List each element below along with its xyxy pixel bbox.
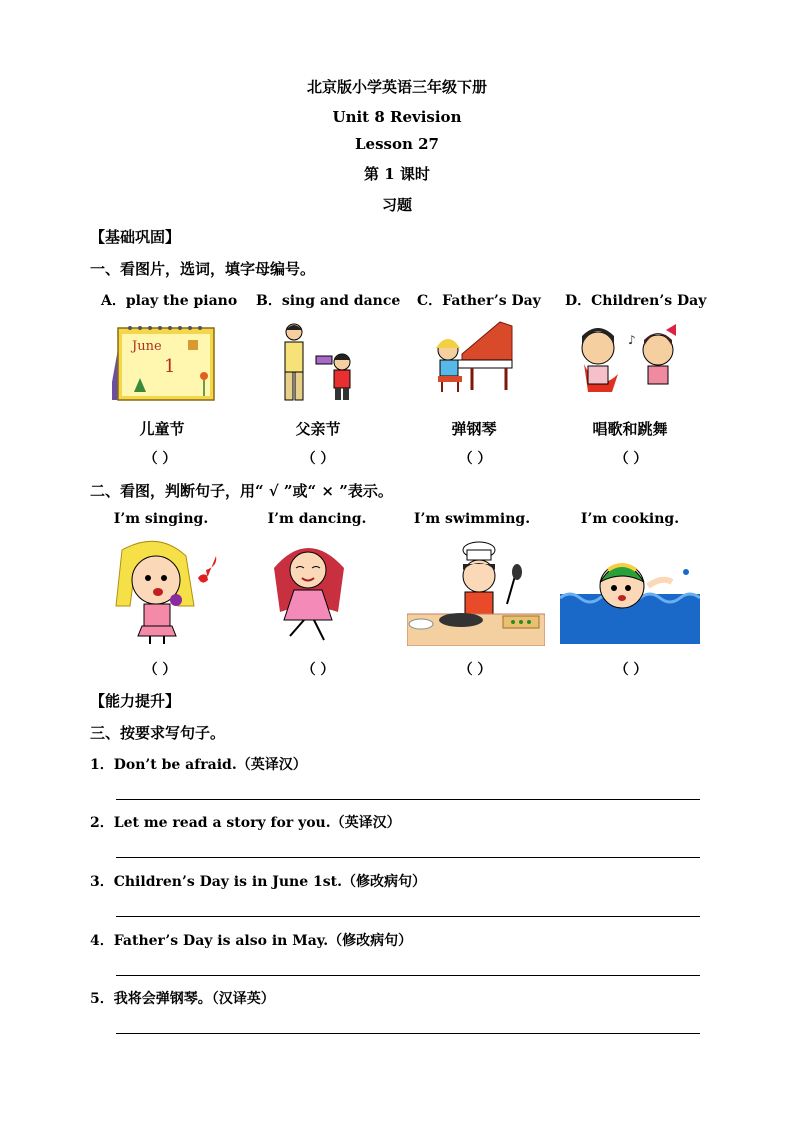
lesson-title: Lesson 27	[355, 135, 439, 153]
period-title: 第 1 课时	[364, 165, 430, 183]
answer-line-2[interactable]	[116, 857, 700, 858]
answer-line-5[interactable]	[116, 1033, 700, 1034]
question-2: 2．Let me read a story for you.（英译汉）	[90, 815, 401, 831]
option-b: B．sing and dance	[256, 293, 401, 309]
answer-blank-2[interactable]: （ ）	[301, 451, 335, 467]
sentence-singing: I’m singing.	[113, 511, 209, 527]
worksheet-title: 北京版小学英语三年级下册	[306, 78, 487, 96]
answer-blank-3[interactable]: （ ）	[458, 451, 492, 467]
answer-blank-8[interactable]: （ ）	[614, 662, 648, 678]
answer-blank-5[interactable]: （ ）	[143, 662, 177, 678]
question-1: 1．Don’t be afraid.（英译汉）	[90, 757, 307, 773]
label-fathers-day: 父亲节	[295, 420, 341, 438]
question-5: 5．我将会弹钢琴。（汉译英）	[90, 991, 275, 1007]
option-d: D．Children’s Day	[565, 293, 707, 309]
boy-cooking-image	[407, 540, 545, 646]
singing-dancing-image	[574, 322, 692, 398]
calendar-day: 1	[164, 356, 176, 377]
answer-blank-6[interactable]: （ ）	[301, 662, 335, 678]
sentence-dancing: I’m dancing.	[267, 511, 367, 527]
answer-blank-4[interactable]: （ ）	[614, 451, 648, 467]
sentence-cooking: I’m cooking.	[580, 511, 680, 527]
calendar-month: June	[132, 339, 162, 354]
answer-line-3[interactable]	[116, 916, 700, 917]
answer-line-4[interactable]	[116, 975, 700, 976]
answer-line-1[interactable]	[116, 799, 700, 800]
section-heading-basic: 【基础巩固】	[90, 228, 181, 246]
question-3: 3．Children’s Day is in June 1st.（修改病句）	[90, 874, 426, 890]
unit-title: Unit 8 Revision	[332, 108, 462, 126]
piano-image	[432, 320, 514, 396]
answer-blank-7[interactable]: （ ）	[458, 662, 492, 678]
sentence-swimming: I’m swimming.	[413, 511, 531, 527]
boy-swimming-image	[560, 546, 700, 644]
option-c: C．Father’s Day	[417, 293, 541, 309]
label-sing-dance: 唱歌和跳舞	[592, 420, 668, 438]
label-play-piano: 弹钢琴	[451, 420, 497, 438]
svg-text:♪: ♪	[628, 333, 636, 347]
section2-instruction: 二、看图，判断句子，用“ √ ”或“ × ”表示。	[90, 482, 393, 500]
label-childrens-day: 儿童节	[139, 420, 185, 438]
girl-dancing-image	[266, 540, 350, 646]
girl-singing-image	[102, 540, 226, 646]
section-heading-advanced: 【能力提升】	[90, 692, 181, 710]
section3-instruction: 三、按要求写句子。	[90, 724, 226, 742]
father-child-image	[268, 320, 368, 406]
answer-blank-1[interactable]: （ ）	[143, 451, 177, 467]
section1-instruction: 一、看图片，选词，填字母编号。	[90, 260, 316, 278]
question-4: 4．Father’s Day is also in May.（修改病句）	[90, 933, 413, 949]
calendar-image	[106, 320, 218, 406]
subtitle: 习题	[381, 196, 412, 214]
option-a: A．play the piano	[101, 293, 238, 309]
